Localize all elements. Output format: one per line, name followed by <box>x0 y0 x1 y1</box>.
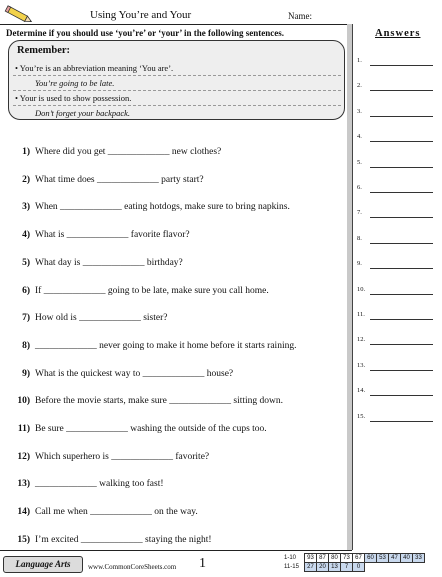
score-cell: 7 <box>341 563 353 572</box>
question-number: 15) <box>17 534 30 545</box>
question-row <box>0 507 345 523</box>
name-label: Name: <box>288 11 312 21</box>
remember-divider <box>13 75 341 76</box>
answer-number: 14. <box>357 387 366 395</box>
answer-blank[interactable] <box>370 421 433 422</box>
answer-blank[interactable] <box>370 344 433 345</box>
question-text: Where did you get _____________ new clothes? <box>35 147 222 157</box>
question-text: If _____________ going to be late, make sure you call home. <box>35 285 269 296</box>
answer-row <box>357 133 437 145</box>
score-cell: 87 <box>317 554 329 563</box>
question-text: Before the movie starts, make sure _____________ sitting down. <box>35 396 284 407</box>
answer-number: 10. <box>357 285 366 293</box>
question-number: 6) <box>22 285 30 296</box>
worksheet-title: Using You’re and Your <box>90 9 192 21</box>
answer-blank[interactable] <box>370 243 433 244</box>
question-number: 5) <box>22 257 30 268</box>
question-text: Be sure _____________ washing the outside of the cups too. <box>35 424 267 434</box>
remember-divider <box>13 90 341 91</box>
question-number: 1) <box>22 147 30 157</box>
question-text: What is the quickest way to _____________ house? <box>35 368 234 379</box>
score-cell: 13 <box>329 563 341 572</box>
question-text: _____________ walking too fast! <box>35 479 164 490</box>
question-number: 11) <box>17 424 30 434</box>
answer-number: 13. <box>357 361 366 369</box>
answer-blank[interactable] <box>370 370 433 371</box>
answer-row <box>357 209 437 221</box>
answer-number: 8. <box>357 234 362 242</box>
score-cell: 47 <box>389 554 401 563</box>
instructions-text: Determine if you should use ‘you’re’ or ‘your’ in the following sentences. <box>6 28 284 38</box>
answer-number: 1. <box>357 57 362 64</box>
question-number: 8) <box>22 340 30 351</box>
answer-number: 5. <box>357 158 362 166</box>
answer-row <box>357 108 437 120</box>
answer-row <box>357 286 437 298</box>
answer-blank[interactable] <box>370 395 433 396</box>
question-row <box>0 452 345 468</box>
answer-row <box>357 159 437 171</box>
question-row <box>0 341 345 357</box>
question-number: 14) <box>17 507 30 518</box>
answer-column-divider <box>352 24 353 550</box>
question-text: When _____________ eating hotdogs, make sure to bring napkins. <box>35 202 290 213</box>
page-number: 1 <box>199 556 206 571</box>
question-number: 4) <box>22 230 30 241</box>
score-cell: 40 <box>401 554 413 563</box>
header-rule <box>0 24 352 25</box>
score-cell: 27 <box>305 563 317 572</box>
footer-rule <box>0 550 352 551</box>
answer-blank[interactable] <box>370 116 433 117</box>
remember-rule-your: • Your is used to show possession. <box>15 93 132 103</box>
answer-row <box>357 82 437 94</box>
remember-example-your: Don’t forget your backpack. <box>35 108 131 118</box>
answer-blank[interactable] <box>370 268 433 269</box>
answer-row <box>357 413 437 425</box>
question-text: What time does _____________ party start? <box>35 174 204 185</box>
answer-blank[interactable] <box>370 192 433 193</box>
answer-row <box>357 336 437 348</box>
remember-rule-youre: • You’re is an abbreviation meaning ‘You are’. <box>15 63 174 73</box>
answer-blank[interactable] <box>370 141 433 142</box>
question-text: Call me when _____________ on the way. <box>35 507 198 518</box>
answer-blank[interactable] <box>370 90 433 91</box>
score-cell: 33 <box>413 554 425 563</box>
remember-example-youre: You’re going to be late. <box>35 78 115 88</box>
answer-blank[interactable] <box>370 217 433 218</box>
remember-title: Remember: <box>17 45 71 56</box>
score-row <box>284 563 425 572</box>
score-cell: 0 <box>353 563 365 572</box>
answer-number: 4. <box>357 133 362 141</box>
question-text: _____________ never going to make it home before it starts raining. <box>35 340 297 351</box>
answer-number: 15. <box>357 412 366 420</box>
answer-number: 9. <box>357 260 362 268</box>
answer-row <box>357 260 437 272</box>
score-cell: 80 <box>329 554 341 563</box>
question-row <box>0 313 345 329</box>
question-number: 13) <box>17 479 30 490</box>
remember-box <box>8 40 345 120</box>
score-cell: 60 <box>365 554 377 563</box>
question-number: 9) <box>22 368 30 379</box>
question-row <box>0 286 345 302</box>
answer-row <box>357 311 437 323</box>
answer-blank[interactable] <box>370 65 433 66</box>
answer-row <box>357 184 437 196</box>
answer-row <box>357 387 437 399</box>
question-row <box>0 396 345 412</box>
question-text: How old is _____________ sister? <box>35 313 168 324</box>
subject-badge: Language Arts <box>3 556 83 573</box>
score-range-label: 1-10 <box>284 555 297 561</box>
score-cell: 93 <box>305 554 317 563</box>
answer-row <box>357 57 437 69</box>
question-row <box>0 424 345 440</box>
question-text: What day is _____________ birthday? <box>35 257 183 268</box>
score-row <box>284 554 425 563</box>
question-row <box>0 479 345 495</box>
question-row <box>0 258 345 274</box>
score-table <box>284 553 425 572</box>
score-cell: 73 <box>341 554 353 563</box>
question-text: Which superhero is _____________ favorite? <box>35 451 210 462</box>
answer-row <box>357 235 437 247</box>
site-url: www.CommonCoreSheets.com <box>88 563 177 571</box>
answer-number: 12. <box>357 336 366 344</box>
answer-number: 2. <box>357 82 362 90</box>
question-row <box>0 147 345 163</box>
answer-number: 6. <box>357 184 362 191</box>
question-number: 2) <box>22 174 30 185</box>
score-cell: 53 <box>377 554 389 563</box>
question-row <box>0 230 345 246</box>
question-row <box>0 369 345 385</box>
question-text: I’m excited _____________ staying the night! <box>35 534 212 545</box>
remember-divider <box>13 105 341 106</box>
score-range-label: 11-15 <box>284 564 299 570</box>
question-number: 7) <box>22 313 30 324</box>
answer-blank[interactable] <box>370 167 433 168</box>
answer-number: 3. <box>357 107 362 115</box>
score-cell: 67 <box>353 554 365 563</box>
answer-row <box>357 362 437 374</box>
answer-blank[interactable] <box>370 294 433 295</box>
answer-number: 7. <box>357 209 362 217</box>
question-text: What is _____________ favorite flavor? <box>35 230 190 241</box>
question-row <box>0 175 345 191</box>
question-number: 10) <box>17 396 30 407</box>
question-number: 3) <box>22 202 30 213</box>
question-row <box>0 202 345 218</box>
question-number: 12) <box>17 451 30 462</box>
answer-blank[interactable] <box>370 319 433 320</box>
question-row <box>0 535 345 551</box>
answer-number: 11. <box>357 311 365 318</box>
answers-heading: Answers <box>375 28 421 39</box>
score-cell: 20 <box>317 563 329 572</box>
